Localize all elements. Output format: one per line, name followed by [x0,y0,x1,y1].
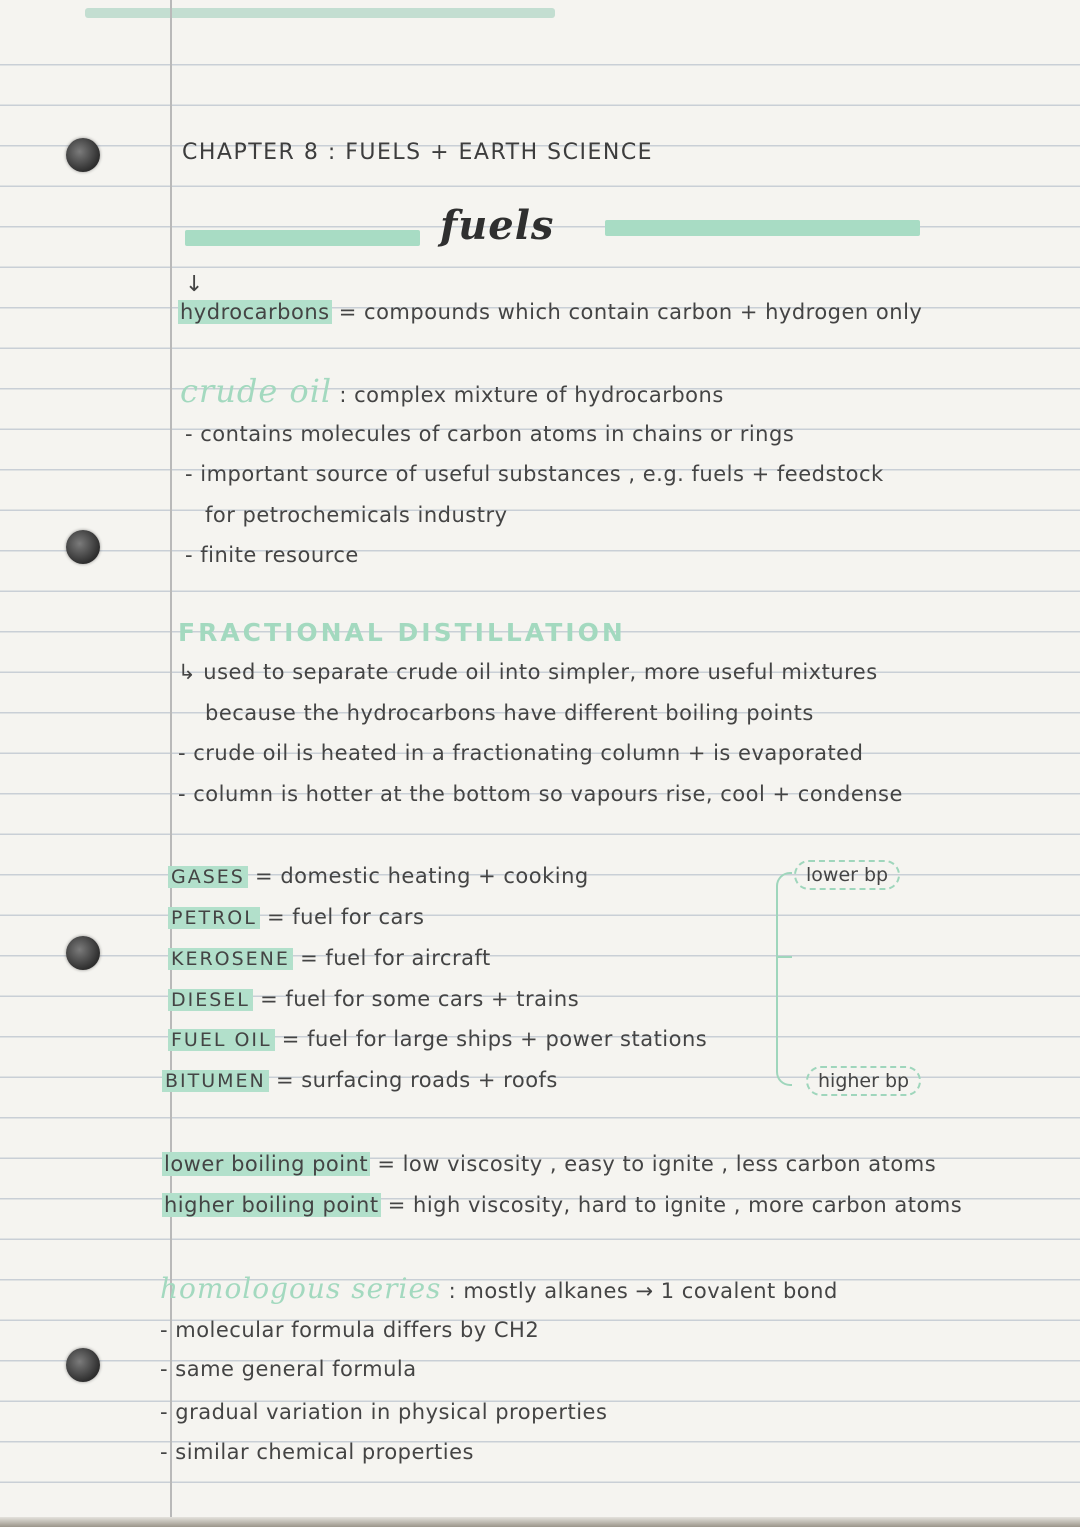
fraction-use: = fuel for cars [267,905,425,929]
fraction-name: KEROSENE [168,948,293,970]
title-highlight-left [185,230,420,246]
fractions-bracket [776,872,792,1086]
homologous-definition: : mostly alkanes → 1 covalent bond [448,1279,838,1303]
fraction-name: DIESEL [168,989,253,1011]
crude-oil-point: - important source of useful substances , e.g. fuels + feedstock [185,462,884,486]
fraction-row [168,987,579,1011]
fraction-row [168,946,491,970]
homologous-point: - same general formula [160,1357,417,1381]
fraction-row [168,905,424,929]
fraction-name: GASES [168,866,248,888]
hydrocarbons-term: hydrocarbons [180,300,330,324]
fraction-use: = fuel for aircraft [300,946,491,970]
crude-oil-point: - finite resource [185,543,359,567]
punch-hole [66,530,100,564]
crude-oil-definition: : complex mixture of hydrocarbons [339,383,724,407]
fractional-point: - column is hotter at the bottom so vapours rise, cool + condense [178,782,903,806]
fractional-point: - crude oil is heated in a fractionating column + is evaporated [178,741,864,765]
down-arrow-icon: ↓ [185,272,204,297]
hydrocarbons-line [178,300,922,324]
fraction-use: = surfacing roads + roofs [275,1068,558,1092]
boiling-definition: = high viscosity, hard to ignite , more carbon atoms [387,1193,963,1217]
top-highlight-strip [85,8,555,18]
boiling-term: lower boiling point [164,1152,369,1176]
fraction-row [168,864,589,888]
crude-oil-heading: crude oil [180,372,333,410]
fraction-use: = fuel for large ships + power stations [281,1027,708,1051]
homologous-line [160,1272,838,1305]
fractions-bracket-tip [776,956,792,958]
fraction-use: = domestic heating + cooking [255,864,589,888]
boiling-row [162,1193,962,1217]
fraction-name: PETROL [168,907,260,929]
fractional-point: ↳ used to separate crude oil into simpler, more useful mixtures [178,660,878,684]
fraction-row [162,1068,558,1092]
higher-bp-bubble: higher bp [806,1066,921,1096]
fractional-point: because the hydrocarbons have different boiling points [205,701,814,725]
homologous-point: - molecular formula differs by CH2 [160,1318,540,1342]
fractional-distillation-heading: FRACTIONAL DISTILLATION [178,618,626,647]
hydrocarbons-definition: = compounds which contain carbon + hydrogen only [338,300,923,324]
crude-oil-point: for petrochemicals industry [205,503,508,527]
fraction-row [168,1027,707,1051]
crude-oil-point: - contains molecules of carbon atoms in chains or rings [185,422,795,446]
page-bottom-edge [0,1517,1080,1527]
lower-bp-bubble: lower bp [794,860,900,890]
chapter-heading: CHAPTER 8 : FUELS + EARTH SCIENCE [182,140,654,165]
punch-hole [66,936,100,970]
boiling-term: higher boiling point [164,1193,379,1217]
homologous-point: - gradual variation in physical properties [160,1400,608,1424]
boiling-definition: = low viscosity , easy to ignite , less carbon atoms [377,1152,937,1176]
fraction-use: = fuel for some cars + trains [260,987,580,1011]
boiling-row [162,1152,936,1176]
punch-hole [66,1348,100,1382]
crude-oil-line [180,372,724,410]
homologous-heading: homologous series [160,1272,442,1305]
fraction-name: BITUMEN [162,1070,269,1092]
fraction-name: FUEL OIL [168,1029,275,1051]
homologous-point: - similar chemical properties [160,1440,474,1464]
page-title: fuels [440,202,555,249]
punch-hole [66,138,100,172]
title-highlight-right [605,220,920,236]
